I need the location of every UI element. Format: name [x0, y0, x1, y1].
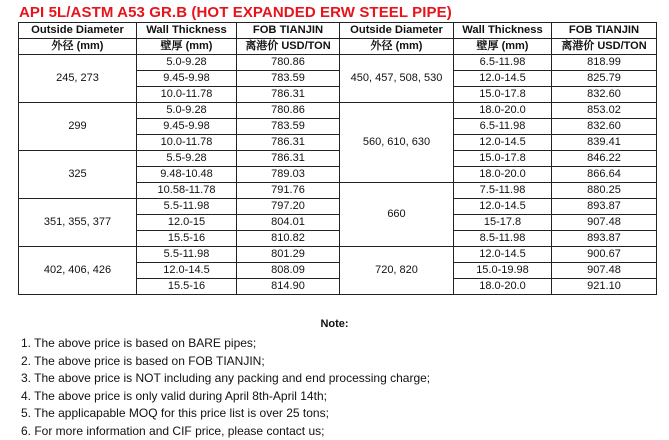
price-cell: 921.10 [552, 279, 657, 295]
table-row [19, 199, 657, 215]
price-cell: 786.31 [237, 87, 340, 103]
header-row-en [19, 23, 657, 39]
wt-cell: 15.5-16 [137, 279, 237, 295]
notes-list [21, 335, 430, 440]
price-cell: 780.86 [237, 55, 340, 71]
price-cell: 907.48 [552, 215, 657, 231]
table-row [19, 151, 657, 167]
wt-cell: 6.5-11.98 [454, 119, 552, 135]
price-cell: 797.20 [237, 199, 340, 215]
price-table [18, 22, 657, 295]
od-cell: 299 [19, 103, 137, 151]
price-cell: 880.25 [552, 183, 657, 199]
wt-cell: 18.0-20.0 [454, 279, 552, 295]
table-row [19, 247, 657, 263]
note-item: 6. For more information and CIF price, please contact us; [21, 423, 430, 440]
price-cell: 810.82 [237, 231, 340, 247]
price-cell: 825.79 [552, 71, 657, 87]
price-cell: 808.09 [237, 263, 340, 279]
wt-cell: 12.0-14.5 [454, 71, 552, 87]
od-cell: 351, 355, 377 [19, 199, 137, 247]
header-wall-thickness-left: Wall Thickness [137, 23, 237, 39]
price-cell: 780.86 [237, 103, 340, 119]
page-title: API 5L/ASTM A53 GR.B (HOT EXPANDED ERW STEEL PIPE) [19, 4, 452, 21]
od-cell: 720, 820 [340, 247, 454, 295]
note-item: 4. The above price is only valid during April 8th-April 14th; [21, 388, 430, 406]
note-item: 2. The above price is based on FOB TIANJIN; [21, 353, 430, 371]
price-cell: 789.03 [237, 167, 340, 183]
price-cell: 893.87 [552, 199, 657, 215]
wt-cell: 12.0-14.5 [454, 199, 552, 215]
od-cell: 560, 610, 630 [340, 103, 454, 183]
header-fob-left: FOB TIANJIN [237, 23, 340, 39]
od-cell: 325 [19, 151, 137, 199]
price-cell: 791.76 [237, 183, 340, 199]
price-cell: 907.48 [552, 263, 657, 279]
price-cell: 866.64 [552, 167, 657, 183]
wt-cell: 12.0-14.5 [137, 263, 237, 279]
wt-cell: 18.0-20.0 [454, 103, 552, 119]
header-row-cn [19, 39, 657, 55]
wt-cell: 12.0-14.5 [454, 135, 552, 151]
wt-cell: 5.0-9.28 [137, 103, 237, 119]
header-outside-diameter-cn-left: 外径 (mm) [19, 39, 137, 55]
note-item: 1. The above price is based on BARE pipes; [21, 335, 430, 353]
header-outside-diameter-left: Outside Diameter [19, 23, 137, 39]
wt-cell: 9.45-9.98 [137, 119, 237, 135]
price-cell: 804.01 [237, 215, 340, 231]
wt-cell: 6.5-11.98 [454, 55, 552, 71]
price-cell: 783.59 [237, 119, 340, 135]
wt-cell: 12.0-15 [137, 215, 237, 231]
price-cell: 900.67 [552, 247, 657, 263]
wt-cell: 5.5-11.98 [137, 247, 237, 263]
note-label: Note: [0, 318, 669, 330]
price-cell: 839.41 [552, 135, 657, 151]
price-cell: 786.31 [237, 135, 340, 151]
header-fob-cn-right: 离港价 USD/TON [552, 39, 657, 55]
note-item: 5. The applicapable MOQ for this price list is over 25 tons; [21, 405, 430, 423]
od-cell: 450, 457, 508, 530 [340, 55, 454, 103]
header-wall-thickness-cn-right: 壁厚 (mm) [454, 39, 552, 55]
price-cell: 893.87 [552, 231, 657, 247]
wt-cell: 10.0-11.78 [137, 135, 237, 151]
price-cell: 814.90 [237, 279, 340, 295]
wt-cell: 15.5-16 [137, 231, 237, 247]
header-wall-thickness-cn-left: 壁厚 (mm) [137, 39, 237, 55]
wt-cell: 15.0-17.8 [454, 87, 552, 103]
od-cell: 660 [340, 183, 454, 247]
od-cell: 245, 273 [19, 55, 137, 103]
price-cell: 846.22 [552, 151, 657, 167]
wt-cell: 10.58-11.78 [137, 183, 237, 199]
wt-cell: 15.0-17.8 [454, 151, 552, 167]
od-cell: 402, 406, 426 [19, 247, 137, 295]
wt-cell: 12.0-14.5 [454, 247, 552, 263]
wt-cell: 9.45-9.98 [137, 71, 237, 87]
header-fob-cn-left: 离港价 USD/TON [237, 39, 340, 55]
wt-cell: 5.0-9.28 [137, 55, 237, 71]
header-wall-thickness-right: Wall Thickness [454, 23, 552, 39]
table-row [19, 55, 657, 71]
price-cell: 832.60 [552, 87, 657, 103]
wt-cell: 5.5-11.98 [137, 199, 237, 215]
wt-cell: 8.5-11.98 [454, 231, 552, 247]
table-row [19, 103, 657, 119]
header-outside-diameter-right: Outside Diameter [340, 23, 454, 39]
price-cell: 786.31 [237, 151, 340, 167]
header-fob-right: FOB TIANJIN [552, 23, 657, 39]
price-cell: 832.60 [552, 119, 657, 135]
wt-cell: 5.5-9.28 [137, 151, 237, 167]
header-outside-diameter-cn-right: 外径 (mm) [340, 39, 454, 55]
price-cell: 853.02 [552, 103, 657, 119]
wt-cell: 15.0-19.98 [454, 263, 552, 279]
price-cell: 818.99 [552, 55, 657, 71]
price-cell: 783.59 [237, 71, 340, 87]
wt-cell: 9.48-10.48 [137, 167, 237, 183]
wt-cell: 7.5-11.98 [454, 183, 552, 199]
wt-cell: 15-17.8 [454, 215, 552, 231]
wt-cell: 10.0-11.78 [137, 87, 237, 103]
price-cell: 801.29 [237, 247, 340, 263]
wt-cell: 18.0-20.0 [454, 167, 552, 183]
note-item: 3. The above price is NOT including any packing and end processing charge; [21, 370, 430, 388]
